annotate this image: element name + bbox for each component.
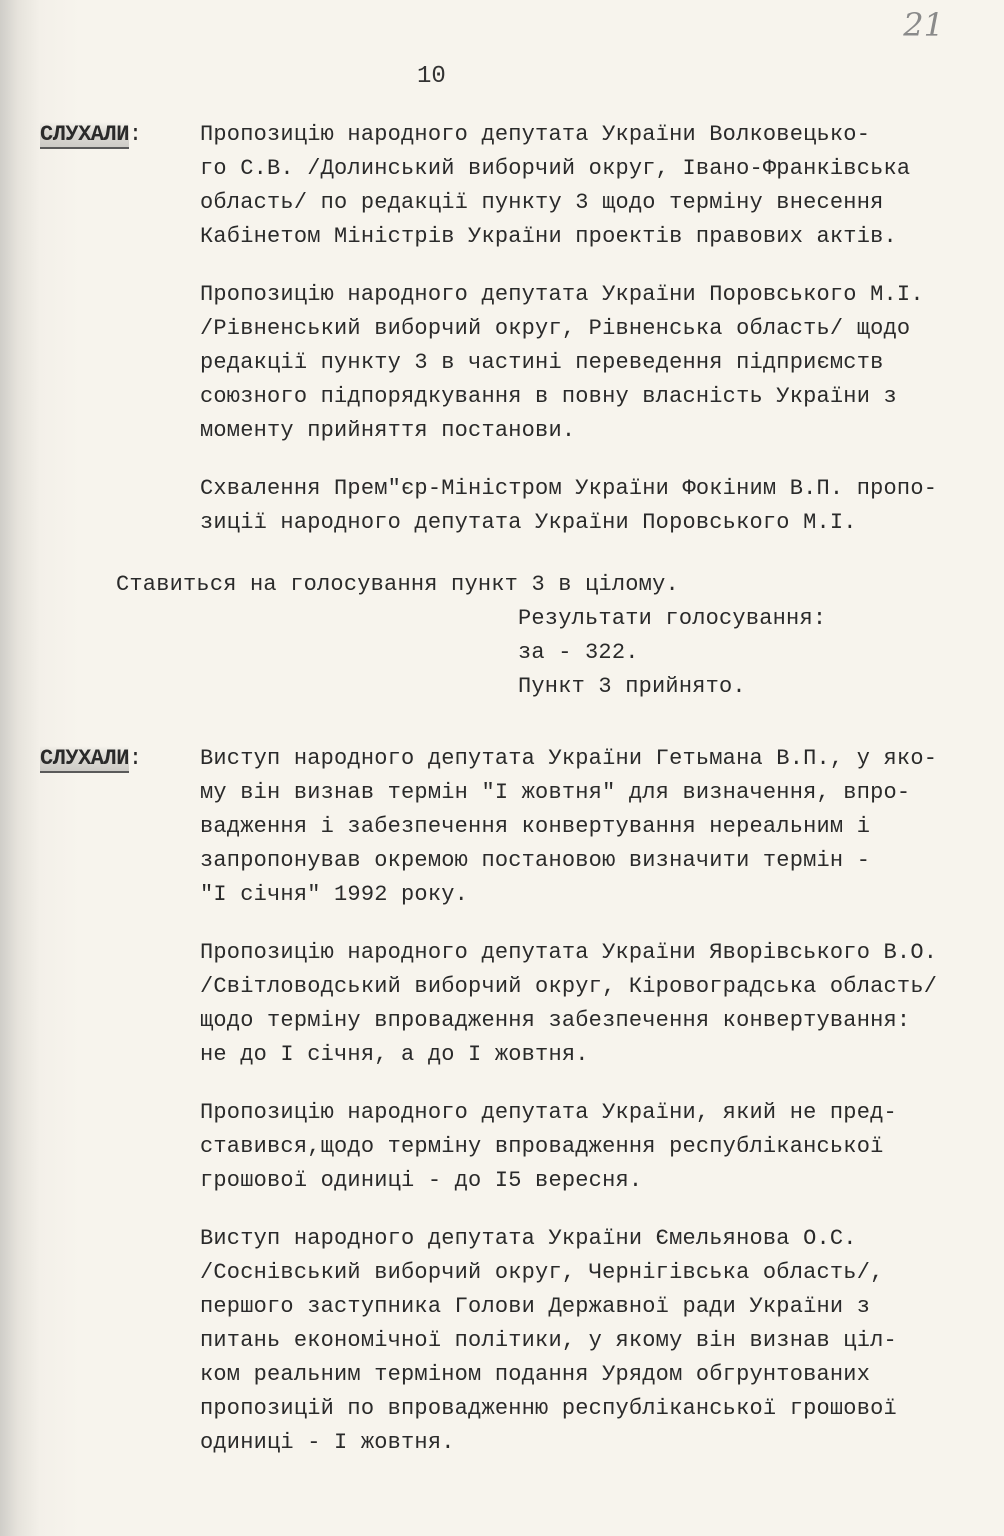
text-line: зиції народного депутата України Поровського М.І. [200, 510, 857, 535]
text-line: /Рівненський виборчий округ, Рівненська область/ щодо [200, 316, 911, 341]
section-label-2-colon: : [128, 746, 143, 771]
text-line: запропонував окремою постановою визначити термін - [200, 848, 871, 873]
vote-results-title: Результати голосування: [518, 606, 827, 631]
text-line: область/ по редакції пункту 3 щодо терміну внесення [200, 190, 884, 215]
text-line: не до І січня, а до І жовтня. [200, 1042, 589, 1067]
text-line: ставився,щодо терміну впровадження республіканської [200, 1134, 884, 1159]
text-line: союзного підпорядкування в повну власність України з [200, 384, 897, 409]
text-line: /Соснівський виборчий округ, Чернігівська область/, [200, 1260, 884, 1285]
text-line: Пропозицію народного депутата України Яворівського В.О. [200, 940, 938, 965]
section-label-1 [40, 118, 142, 152]
text-line: одиниці - І жовтня. [200, 1430, 455, 1455]
text-line: грошової одиниці - до І5 вересня. [200, 1168, 643, 1193]
text-line: Виступ народного депутата України Гетьмана В.П., у яко- [200, 746, 938, 771]
text-line: Кабінетом Міністрів України проектів правових актів. [200, 224, 897, 249]
text-line: Виступ народного депутата України Ємельянова О.С. [200, 1226, 857, 1251]
text-line: му він визнав термін "І жовтня" для визначення, впро- [200, 780, 911, 805]
vote-results-for: за - 322. [518, 640, 639, 665]
text-line: першого заступника Голови Державної ради України з [200, 1294, 871, 1319]
section-label-1-colon: : [128, 122, 143, 147]
text-line: щодо терміну впровадження забезпечення конвертування: [200, 1008, 911, 1033]
text-line: Схвалення Прем"єр-Міністром України Фокіним В.П. пропо- [200, 476, 938, 501]
text-line: редакції пункту 3 в частині переведення підприємств [200, 350, 884, 375]
section-label-2 [40, 742, 142, 776]
vote-statement: Ставиться на голосування пункт 3 в цілому. [116, 572, 679, 597]
vote-results-outcome: Пункт 3 прийнято. [518, 674, 746, 699]
text-line: "І січня" 1992 року. [200, 882, 469, 907]
text-line: Пропозицію народного депутата України, який не пред- [200, 1100, 897, 1125]
text-line: го С.В. /Долинський виборчий округ, Івано-Франківська [200, 156, 911, 181]
section-label-1-text: СЛУХАЛИ [40, 122, 129, 147]
text-line: Пропозицію народного депутата України Поровського М.І. [200, 282, 924, 307]
text-line: вадження і забезпечення конвертування нереальним і [200, 814, 871, 839]
text-line: питань економічної політики, у якому він визнав ціл- [200, 1328, 897, 1353]
section-label-2-text: СЛУХАЛИ [40, 746, 129, 771]
archive-pencil-number: 21 [903, 6, 944, 44]
text-line: пропозицій по впровадженню республіканської грошової [200, 1396, 897, 1421]
page-number: 10 [417, 63, 446, 90]
text-line: /Світловодський виборчий округ, Кіровоградська область/ [200, 974, 938, 999]
text-line: ком реальним терміном подання Урядом обгрунтованих [200, 1362, 871, 1387]
text-line: моменту прийняття постанови. [200, 418, 576, 443]
text-line: Пропозицію народного депутата України Волковецько- [200, 122, 871, 147]
